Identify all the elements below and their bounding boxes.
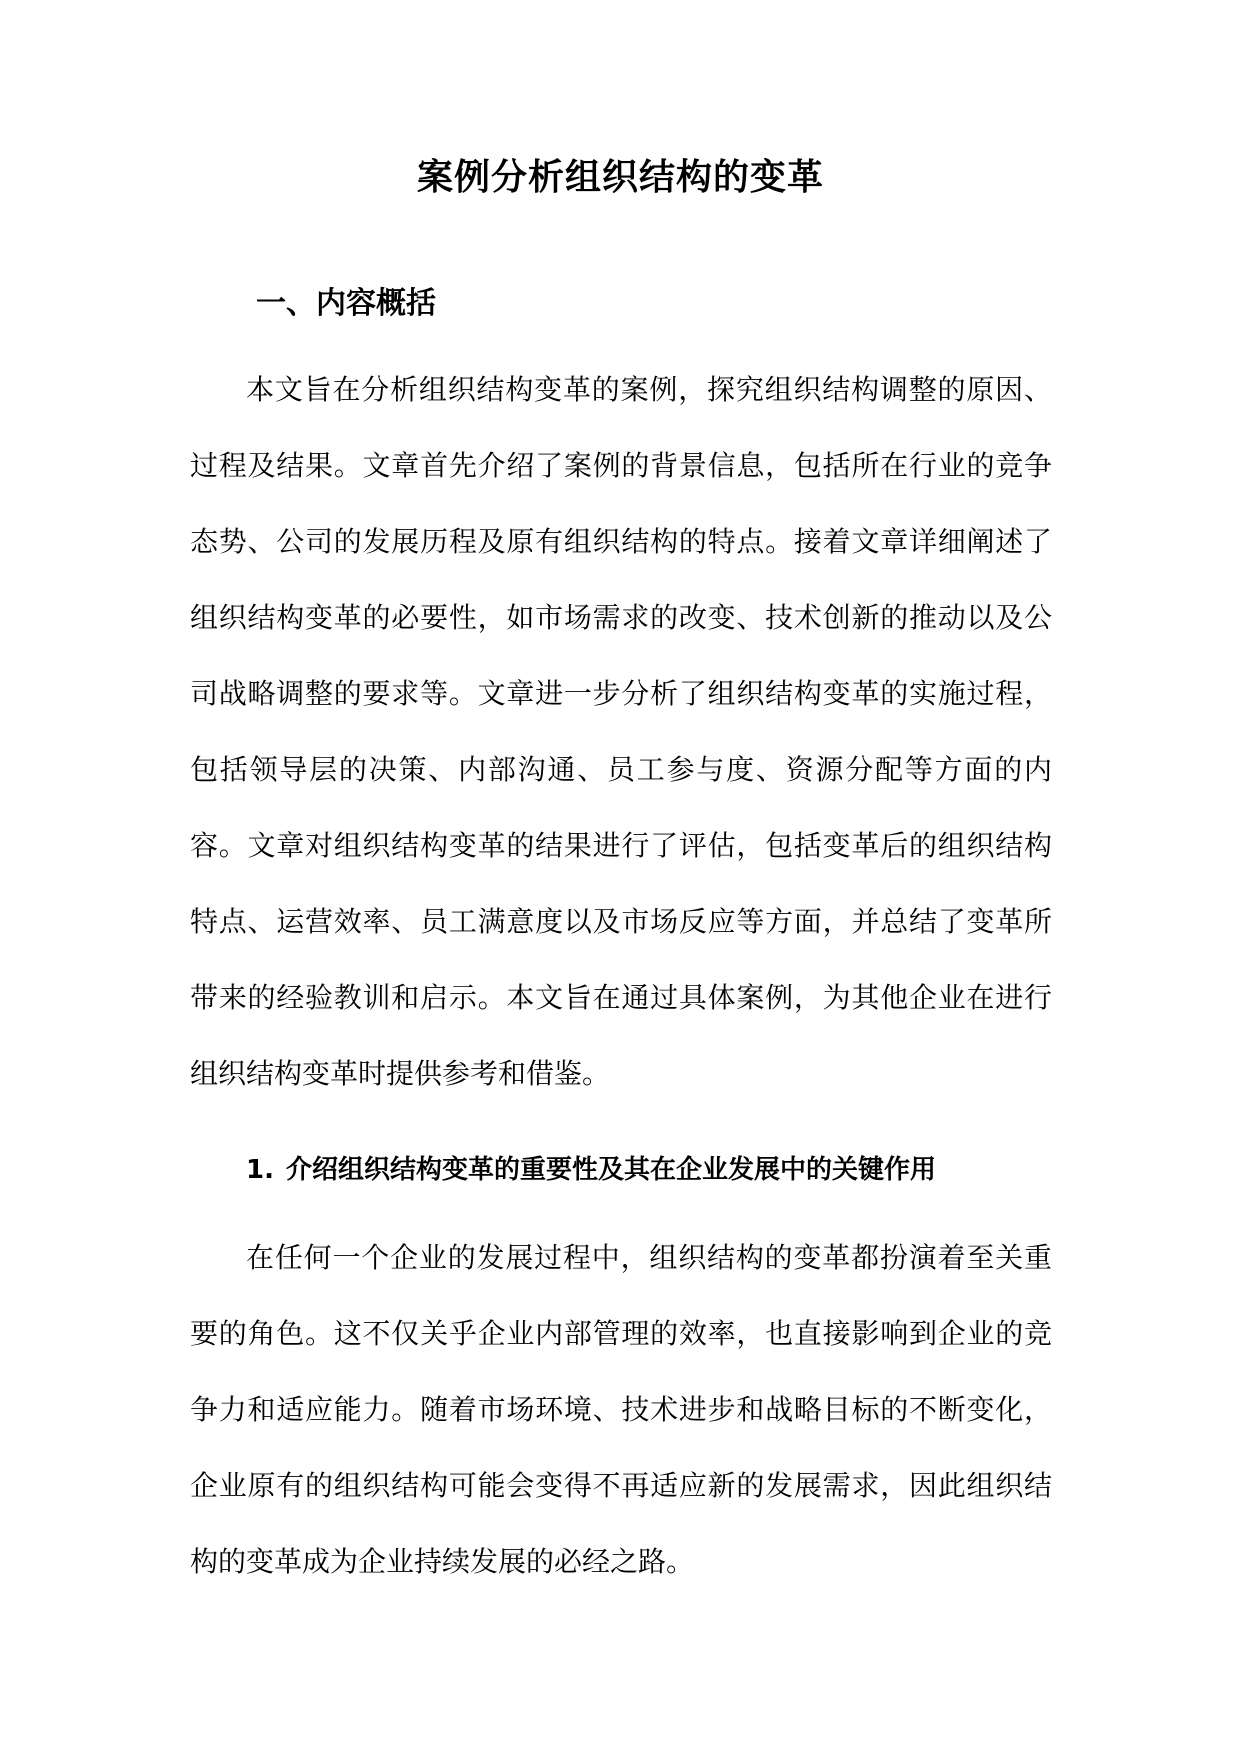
summary-paragraph: 本文旨在分析组织结构变革的案例，探究组织结构调整的原因、过程及结果。文章首先介绍了案例的背景信息，包括所在行业的竞争态势、公司的发展历程及原有组织结构的特点。接着文章详细阐述了组织结构变革的必要性，如市场需求的改变、技术创新的推动以及公司战略调整的要求等。文章进一步分析了组织结构变革的实施过程，包括领导层的决策、内部沟通、员工参与度、资源分配等方面的内容。文章对组织结构变革的结果进行了评估，包括变革后的组织结构特点、运营效率、员工满意度以及市场反应等方面，并总结了变革所带来的经验教训和启示。本文旨在通过具体案例，为其他企业在进行组织结构变革时提供参考和借鉴。 — [190, 373, 1052, 1090]
subsection-heading-text: 介绍组织结构变革的重要性及其在企业发展中的关键作用 — [286, 1155, 937, 1185]
body-paragraph: 在任何一个企业的发展过程中，组织结构的变革都扮演着至关重要的角色。这不仅关乎企业内部管理的效率，也直接影响到企业的竞争力和适应能力。随着市场环境、技术进步和战略目标的不断变化，企业原有的组织结构可能会变得不再适应新的发展需求，因此组织结构的变革成为企业持续发展的必经之路。 — [190, 1241, 1052, 1578]
subsection-number: 1. — [246, 1155, 274, 1185]
subsection-heading — [246, 1148, 936, 1192]
section-heading: 一、内容概括 — [256, 286, 436, 321]
document-title: 案例分析组织结构的变革 — [416, 157, 824, 198]
